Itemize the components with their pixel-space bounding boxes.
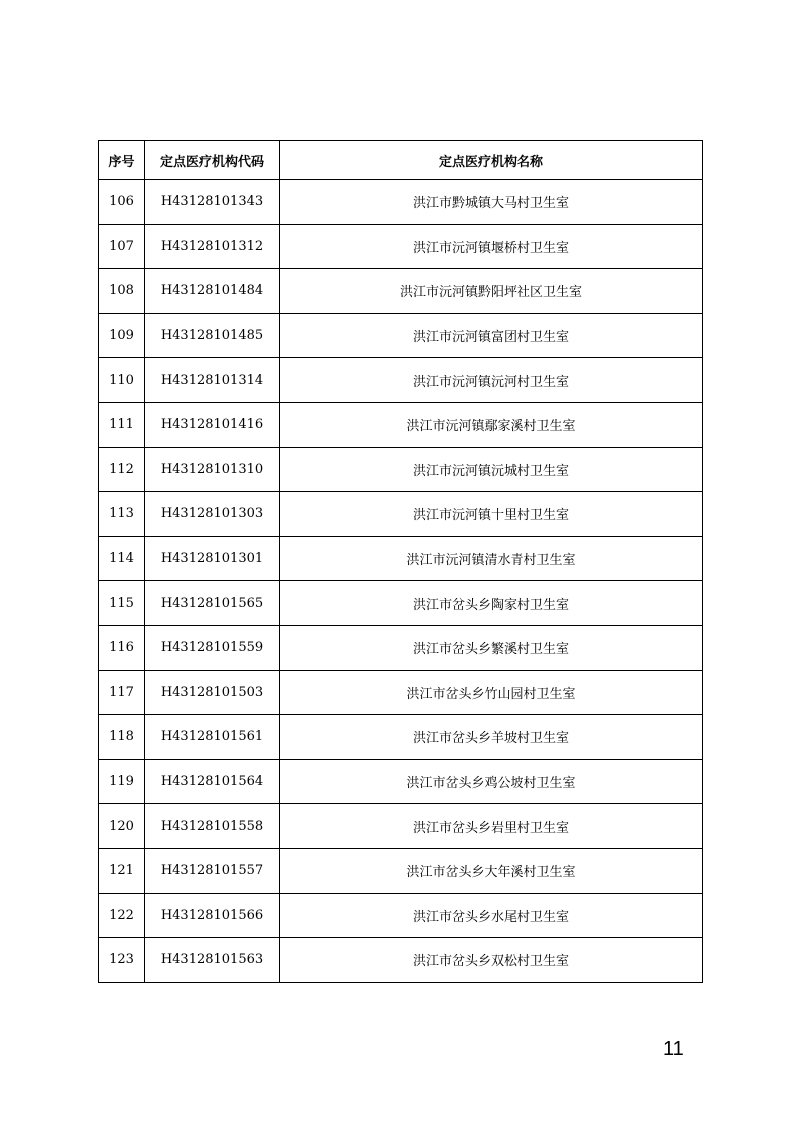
cell-institution-code: H43128101416 [145, 402, 280, 447]
header-serial-number: 序号 [99, 141, 145, 180]
cell-institution-name: 洪江市岔头乡鸡公坡村卫生室 [280, 759, 703, 804]
cell-institution-name: 洪江市岔头乡繁溪村卫生室 [280, 625, 703, 670]
table-row [99, 492, 703, 537]
cell-institution-code: H43128101561 [145, 715, 280, 760]
table-row [99, 581, 703, 626]
table-row [99, 938, 703, 983]
table-row [99, 625, 703, 670]
table-row [99, 715, 703, 760]
table-row [99, 224, 703, 269]
table-row [99, 180, 703, 225]
cell-institution-code: H43128101343 [145, 180, 280, 225]
cell-institution-name: 洪江市岔头乡水尾村卫生室 [280, 893, 703, 938]
cell-institution-code: H43128101503 [145, 670, 280, 715]
cell-institution-name: 洪江市沅河镇清水青村卫生室 [280, 536, 703, 581]
cell-institution-code: H43128101564 [145, 759, 280, 804]
table-body [99, 180, 703, 983]
cell-serial-number: 110 [99, 358, 145, 403]
cell-institution-name: 洪江市岔头乡大年溪村卫生室 [280, 848, 703, 893]
cell-institution-code: H43128101557 [145, 848, 280, 893]
table-row [99, 670, 703, 715]
cell-serial-number: 113 [99, 492, 145, 537]
cell-institution-code: H43128101312 [145, 224, 280, 269]
cell-institution-name: 洪江市黔城镇大马村卫生室 [280, 180, 703, 225]
cell-institution-name: 洪江市沅河镇沅河村卫生室 [280, 358, 703, 403]
cell-serial-number: 117 [99, 670, 145, 715]
cell-serial-number: 106 [99, 180, 145, 225]
table-row [99, 358, 703, 403]
cell-institution-name: 洪江市沅河镇堰桥村卫生室 [280, 224, 703, 269]
cell-institution-name: 洪江市岔头乡羊坡村卫生室 [280, 715, 703, 760]
table-row [99, 447, 703, 492]
cell-institution-code: H43128101301 [145, 536, 280, 581]
institution-table-container [98, 140, 702, 983]
cell-institution-code: H43128101563 [145, 938, 280, 983]
table-row [99, 848, 703, 893]
cell-institution-name: 洪江市沅河镇黔阳坪社区卫生室 [280, 269, 703, 314]
cell-serial-number: 118 [99, 715, 145, 760]
cell-institution-name: 洪江市岔头乡竹山园村卫生室 [280, 670, 703, 715]
cell-institution-code: H43128101314 [145, 358, 280, 403]
cell-serial-number: 121 [99, 848, 145, 893]
cell-serial-number: 122 [99, 893, 145, 938]
cell-institution-name: 洪江市沅河镇沅城村卫生室 [280, 447, 703, 492]
cell-serial-number: 114 [99, 536, 145, 581]
cell-institution-code: H43128101303 [145, 492, 280, 537]
cell-serial-number: 119 [99, 759, 145, 804]
cell-serial-number: 109 [99, 313, 145, 358]
cell-serial-number: 123 [99, 938, 145, 983]
cell-institution-code: H43128101565 [145, 581, 280, 626]
table-row [99, 759, 703, 804]
page-number: 11 [663, 1038, 684, 1060]
cell-serial-number: 111 [99, 402, 145, 447]
cell-serial-number: 120 [99, 804, 145, 849]
cell-institution-code: H43128101558 [145, 804, 280, 849]
cell-institution-code: H43128101559 [145, 625, 280, 670]
cell-institution-name: 洪江市沅河镇鄢家溪村卫生室 [280, 402, 703, 447]
table-row [99, 402, 703, 447]
cell-serial-number: 112 [99, 447, 145, 492]
cell-institution-code: H43128101485 [145, 313, 280, 358]
table-row [99, 269, 703, 314]
cell-serial-number: 115 [99, 581, 145, 626]
cell-serial-number: 108 [99, 269, 145, 314]
header-institution-code: 定点医疗机构代码 [145, 141, 280, 180]
cell-serial-number: 116 [99, 625, 145, 670]
cell-serial-number: 107 [99, 224, 145, 269]
cell-institution-name: 洪江市岔头乡陶家村卫生室 [280, 581, 703, 626]
cell-institution-code: H43128101566 [145, 893, 280, 938]
cell-institution-code: H43128101484 [145, 269, 280, 314]
table-row [99, 536, 703, 581]
header-institution-name: 定点医疗机构名称 [280, 141, 703, 180]
cell-institution-name: 洪江市岔头乡双松村卫生室 [280, 938, 703, 983]
cell-institution-name: 洪江市岔头乡岩里村卫生室 [280, 804, 703, 849]
institution-table [98, 140, 703, 983]
table-row [99, 804, 703, 849]
cell-institution-code: H43128101310 [145, 447, 280, 492]
table-row [99, 313, 703, 358]
table-row [99, 893, 703, 938]
cell-institution-name: 洪江市沅河镇富团村卫生室 [280, 313, 703, 358]
cell-institution-name: 洪江市沅河镇十里村卫生室 [280, 492, 703, 537]
table-header-row [99, 141, 703, 180]
